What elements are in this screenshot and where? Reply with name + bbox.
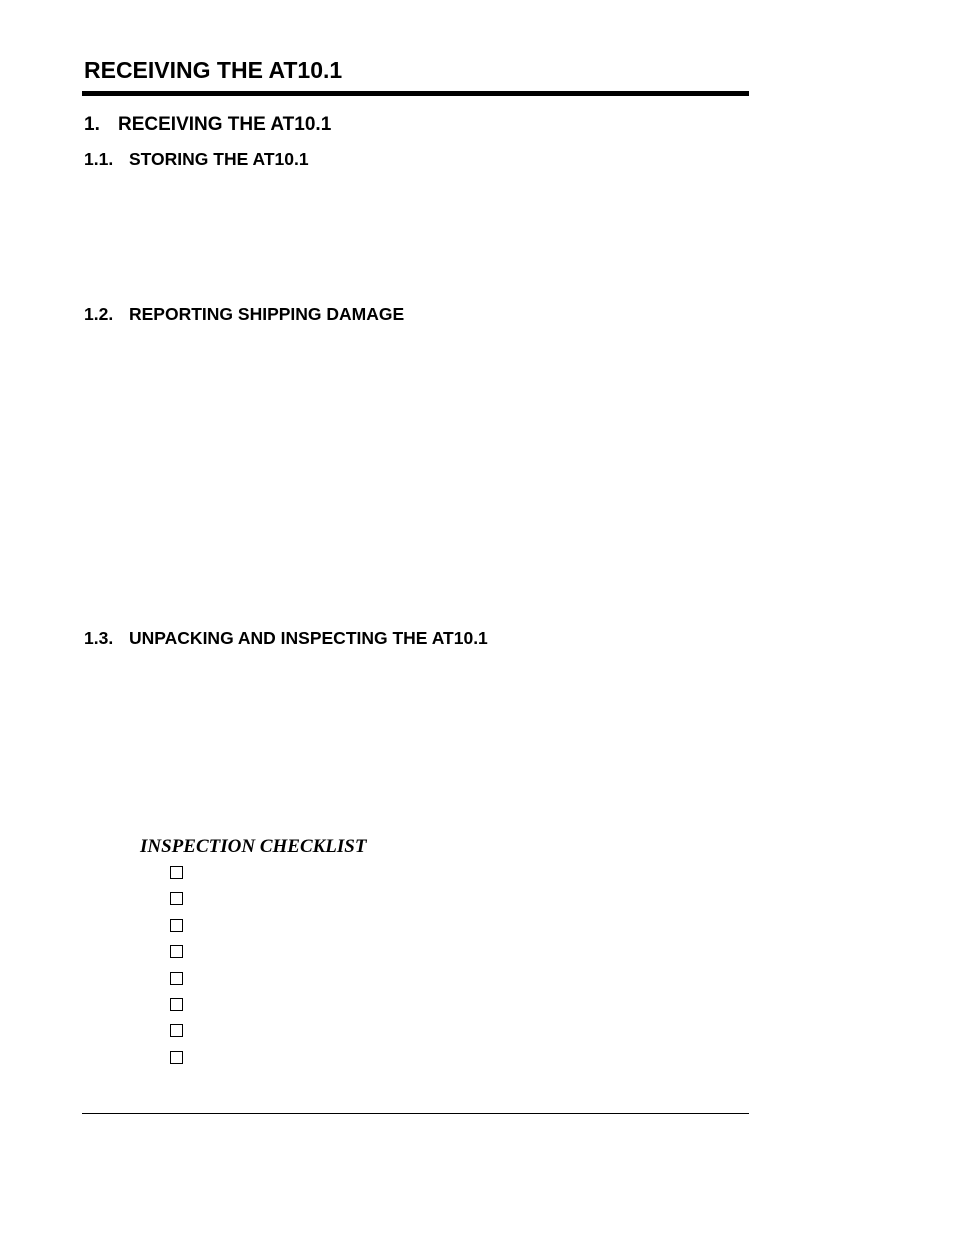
checkbox-icon[interactable] (170, 945, 183, 958)
checkbox-icon[interactable] (170, 919, 183, 932)
checklist-item (170, 1022, 183, 1048)
section-heading-1-1 (84, 148, 309, 170)
checklist-item (170, 1049, 183, 1075)
checklist-item (170, 917, 183, 943)
checkbox-icon[interactable] (170, 1051, 183, 1064)
checkbox-icon[interactable] (170, 866, 183, 879)
checklist-item (170, 864, 183, 890)
checklist-item (170, 996, 183, 1022)
header-rule (82, 91, 749, 96)
section-title: RECEIVING THE AT10.1 (118, 114, 332, 135)
inspection-checklist-title: INSPECTION CHECKLIST (140, 836, 367, 857)
section-title: STORING THE AT10.1 (129, 149, 309, 169)
checkbox-icon[interactable] (170, 972, 183, 985)
checkbox-icon[interactable] (170, 998, 183, 1011)
checklist-item (170, 970, 183, 996)
checklist-item (170, 890, 183, 916)
checkbox-icon[interactable] (170, 1024, 183, 1037)
section-heading-1-3 (84, 627, 488, 649)
section-title: UNPACKING AND INSPECTING THE AT10.1 (129, 628, 488, 648)
section-number: 1.3. (84, 628, 114, 648)
section-heading-1 (84, 113, 331, 137)
section-number: 1. (84, 114, 100, 135)
checkbox-icon[interactable] (170, 892, 183, 905)
footer-rule (82, 1113, 749, 1114)
section-title: REPORTING SHIPPING DAMAGE (129, 304, 405, 324)
section-heading-1-2 (84, 303, 404, 325)
inspection-checklist (170, 864, 183, 1075)
page-header-title: RECEIVING THE AT10.1 (84, 57, 343, 83)
checklist-item (170, 943, 183, 969)
section-number: 1.2. (84, 304, 114, 324)
section-number: 1.1. (84, 149, 114, 169)
